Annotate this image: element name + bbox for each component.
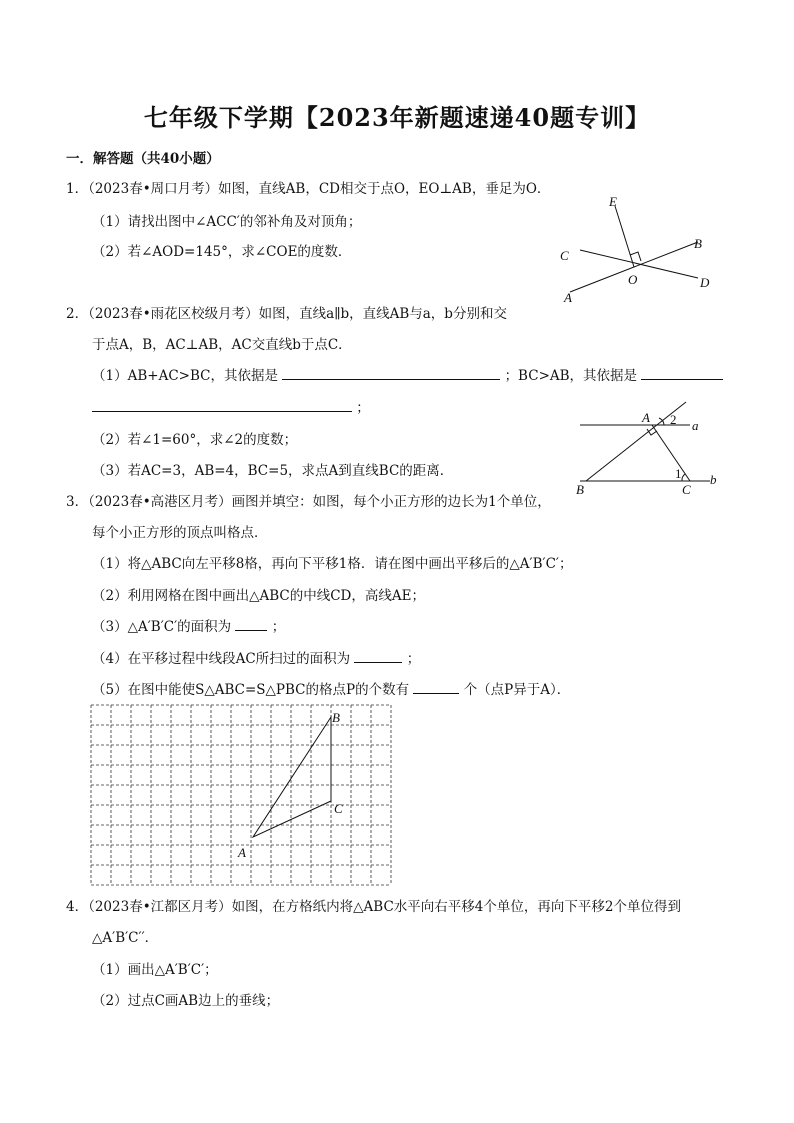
label-d: D (700, 275, 710, 290)
label-angle-2: 2 (670, 412, 677, 427)
q1-part1: （1）请找出图中∠ACC′的邻补角及对顶角； (92, 214, 362, 230)
label-a-point: A (642, 410, 650, 425)
label-o: O (628, 272, 638, 287)
label-c: C (560, 248, 569, 263)
q3-part1: （1）将△ABC向左平移8格，再向下平移1格．请在图中画出平移后的△A′B′C′； (92, 556, 573, 572)
q4-stem-line2: △A′B′C′′． (92, 930, 159, 946)
q3-stem-line2: 每个小正方形的顶点叫格点． (92, 525, 268, 541)
q2-figure (570, 398, 730, 498)
label-b: B (694, 236, 702, 251)
triangle-abc (253, 717, 331, 837)
q2-answer-blank-2b[interactable] (92, 398, 352, 412)
q1-figure (550, 190, 730, 310)
label-b-point: B (576, 482, 584, 497)
label-a: A (564, 290, 572, 305)
label-line-a: a (692, 418, 699, 433)
line-eo (615, 206, 634, 267)
q2-stem-line2: 于点A，B，AC⊥AB，AC交直线b于点C． (92, 337, 352, 353)
section-heading: 一．解答题（共40小题） (66, 151, 220, 167)
q2-part2: （2）若∠1=60°，求∠2的度数； (92, 432, 298, 448)
q2-stem-line1: 2．（2023春•雨花区校级月考）如图，直线a∥b，直线AB与a，b分别和交 (66, 306, 507, 322)
q2-part1-text-b: ；BC>AB，其依据是 (504, 368, 638, 384)
q3-part2: （2）利用网格在图中画出△ABC的中线CD，高线AE； (92, 588, 425, 604)
angle-1-arc (682, 474, 685, 481)
page-title: 七年级下学期【2023年新题速递40题专训】 (143, 103, 651, 132)
label-e: E (609, 194, 617, 209)
q1-stem: 1．（2023春•周口月考）如图，直线AB，CD相交于点O，EO⊥AB，垂足为O． (66, 181, 551, 197)
q3-part3-row (92, 615, 285, 635)
q2-part1-text-a: （1）AB+AC>BC，其依据是 (92, 368, 278, 384)
q3-part5-row (92, 678, 570, 698)
q3-part4-row (92, 647, 420, 667)
q3-answer-blank-3[interactable] (235, 617, 267, 631)
segment-ac (652, 425, 690, 481)
label-line-b: b (710, 472, 717, 487)
q2-answer-blank-2a[interactable] (641, 366, 723, 380)
q2-part1-end: ； (356, 400, 370, 416)
q3-part5-text: （5）在图中能使S△ABC=S△PBC的格点P的个数有 (92, 682, 410, 698)
q3-answer-blank-4[interactable] (354, 649, 402, 663)
grid-label-c: C (334, 801, 343, 816)
label-c-point: C (682, 482, 691, 497)
q4-part1: （1）画出△A′B′C′； (92, 962, 218, 978)
q2-answer-blank-1[interactable] (282, 366, 500, 380)
q3-answer-blank-5[interactable] (413, 680, 459, 694)
q3-part4-end: ； (406, 651, 421, 667)
label-angle-1: 1 (675, 466, 682, 481)
q4-part2: （2）过点C画AB边上的垂线； (92, 993, 280, 1009)
q2-part1-row2 (92, 396, 370, 416)
q3-stem-line1: 3．（2023春•高港区月考）画图并填空：如图，每个小正方形的边长为1个单位， (66, 494, 551, 510)
q2-part3: （3）若AC=3，AB=4，BC=5，求点A到直线BC的距离． (92, 463, 454, 479)
q3-part4-text: （4）在平移过程中线段AC所扫过的面积为 (92, 651, 351, 667)
q2-part1-row (92, 364, 723, 384)
grid-label-b: B (332, 710, 340, 725)
q3-grid-figure (88, 700, 398, 886)
q1-part2: （2）若∠AOD=145°，求∠COE的度数． (92, 244, 352, 260)
q3-part3-text: （3）△A′B′C′的面积为 (92, 619, 232, 635)
q4-stem-line1: 4．（2023春•江都区月考）如图，在方格纸内将△ABC水平向右平移4个单位，再向下平移2个单位得到 (66, 899, 681, 915)
q3-part5-end: 个（点P异于A）． (463, 682, 571, 698)
q3-part3-end: ； (271, 619, 286, 635)
grid-label-a: A (238, 845, 246, 860)
